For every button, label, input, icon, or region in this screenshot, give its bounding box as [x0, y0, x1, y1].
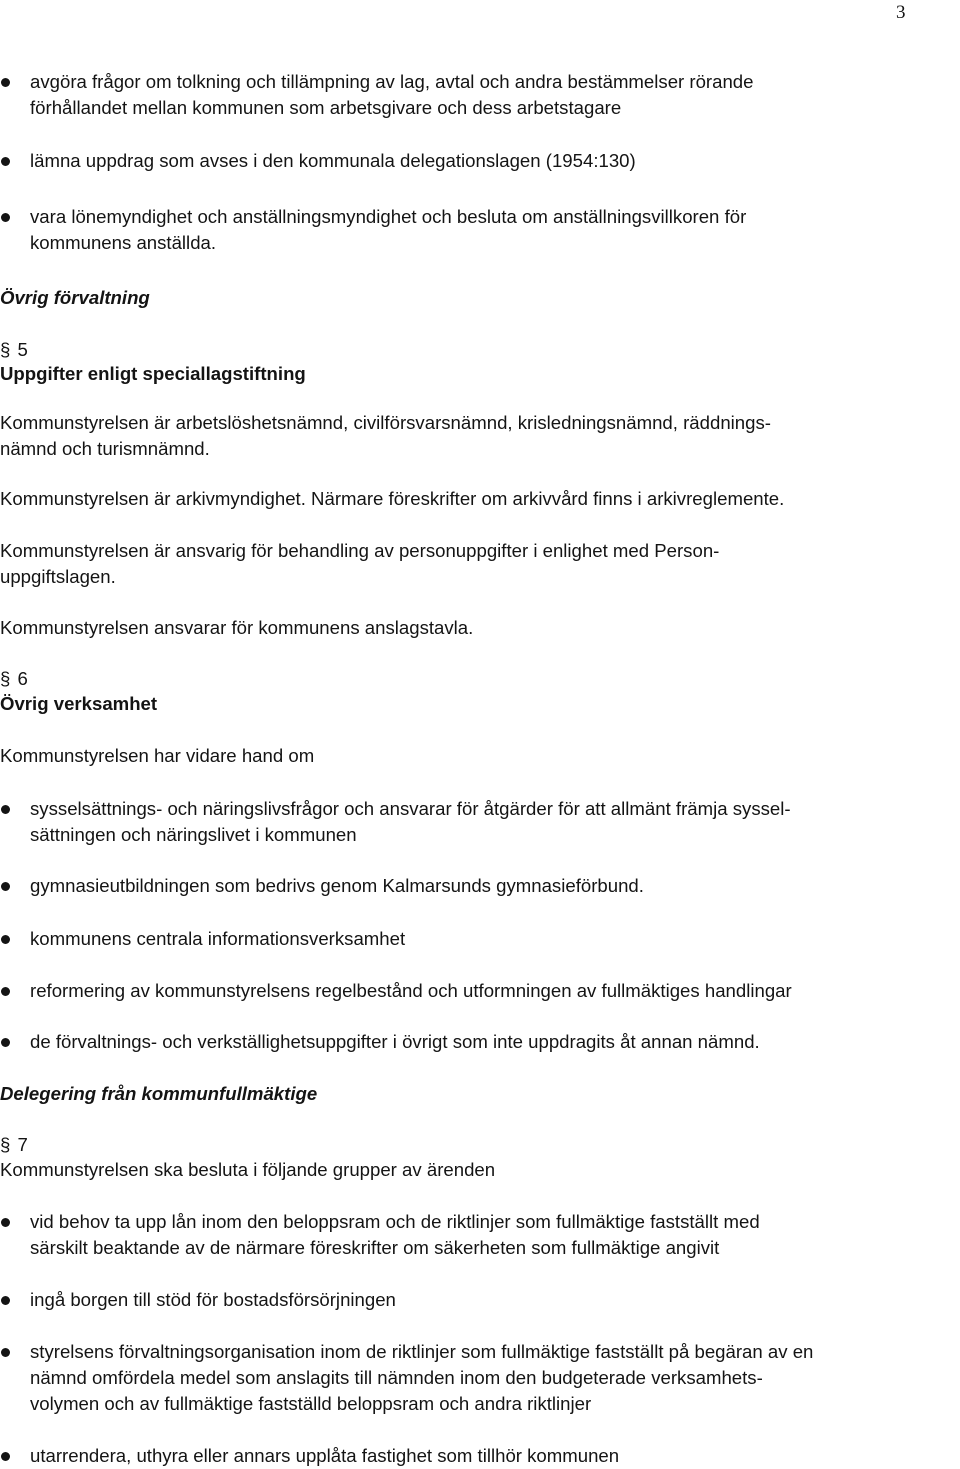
bullet-icon [1, 1038, 10, 1047]
bullet-icon [1, 1296, 10, 1305]
list-item-text: styrelsens förvaltningsorganisation inom de riktlinjer som fullmäktige fastställt på begäran av en nämnd omfördela medel som anslagits till nämnden inom den budgeterade verksamhets- volymen och av fullmäktige fastställd beloppsram och andra riktlinjer [30, 1341, 814, 1414]
bullet-icon [1, 213, 10, 222]
bullet-icon [1, 882, 10, 891]
list-item-text: ingå borgen till stöd för bostadsförsörjningen [30, 1289, 396, 1310]
bullet-icon [1, 987, 10, 996]
section-heading: Övrig förvaltning [0, 287, 150, 308]
list-item-text: sysselsättnings- och näringslivsfrågor och ansvarar för åtgärder för att allmänt främja syssel- sättningen och näringslivet i kommunen [30, 798, 791, 845]
body-paragraph: Kommunstyrelsen är arkivmyndighet. Närmare föreskrifter om arkivvård finns i arkivreglemente. [0, 488, 785, 509]
bullet-icon [1, 78, 10, 87]
body-paragraph: Kommunstyrelsen ansvarar för kommunens anslagstavla. [0, 617, 474, 638]
list-item-text: utarrendera, uthyra eller annars upplåta fastighet som tillhör kommunen [30, 1445, 620, 1466]
bullet-icon [1, 1218, 10, 1227]
section-sign: § [0, 668, 13, 689]
paragraph-number: § 5 [0, 339, 28, 360]
list-item-text: avgöra frågor om tolkning och tillämpning av lag, avtal och andra bestämmelser rörande förhållandet mellan kommunen som arbetsgivare och dess arbetstagare [30, 71, 754, 118]
bullet-icon [1, 805, 10, 814]
list-item-text: vid behov ta upp lån inom den beloppsram och de riktlinjer som fullmäktige fastställt med särskilt beaktande av de närmare föreskrifter om säkerheten som fullmäktige angivit [30, 1211, 760, 1258]
paragraph-number: § 6 [0, 668, 28, 689]
page-number: 3 [896, 2, 906, 23]
list-item-text: kommunens centrala informationsverksamhet [30, 928, 406, 949]
paragraph-number: § 7 [0, 1134, 28, 1155]
bullet-icon [1, 1348, 10, 1357]
paragraph-title: Uppgifter enligt speciallagstiftning [0, 363, 306, 384]
bullet-icon [1, 157, 10, 166]
section-sign: § [0, 1134, 13, 1155]
paragraph-title: Övrig verksamhet [0, 693, 158, 714]
body-paragraph: Kommunstyrelsen har vidare hand om [0, 745, 315, 766]
list-item-text: gymnasieutbildningen som bedrivs genom Kalmarsunds gymnasieförbund. [30, 875, 644, 896]
bullet-icon [1, 1452, 10, 1461]
list-item-text: reformering av kommunstyrelsens regelbestånd och utformningen av fullmäktiges handlingar [30, 980, 792, 1001]
body-paragraph: Kommunstyrelsen är ansvarig för behandling av personuppgifter i enlighet med Person- uppgiftslagen. [0, 540, 720, 587]
body-paragraph: Kommunstyrelsen ska besluta i följande grupper av ärenden [0, 1159, 496, 1180]
bullet-icon [1, 935, 10, 944]
body-paragraph: Kommunstyrelsen är arbetslöshetsnämnd, civilförsvarsnämnd, krisledningsnämnd, räddnings- nämnd och turismnämnd. [0, 412, 771, 459]
list-item-text: de förvaltnings- och verkställighetsuppgifter i övrigt som inte uppdragits åt annan nämnd. [30, 1031, 760, 1052]
list-item-text: vara lönemyndighet och anställningsmyndighet och besluta om anställningsvillkoren för kommunens anställda. [30, 206, 747, 253]
list-item-text: lämna uppdrag som avses i den kommunala delegationslagen (1954:130) [30, 150, 636, 171]
section-sign: § [0, 339, 13, 360]
section-heading: Delegering från kommunfullmäktige [0, 1083, 318, 1104]
